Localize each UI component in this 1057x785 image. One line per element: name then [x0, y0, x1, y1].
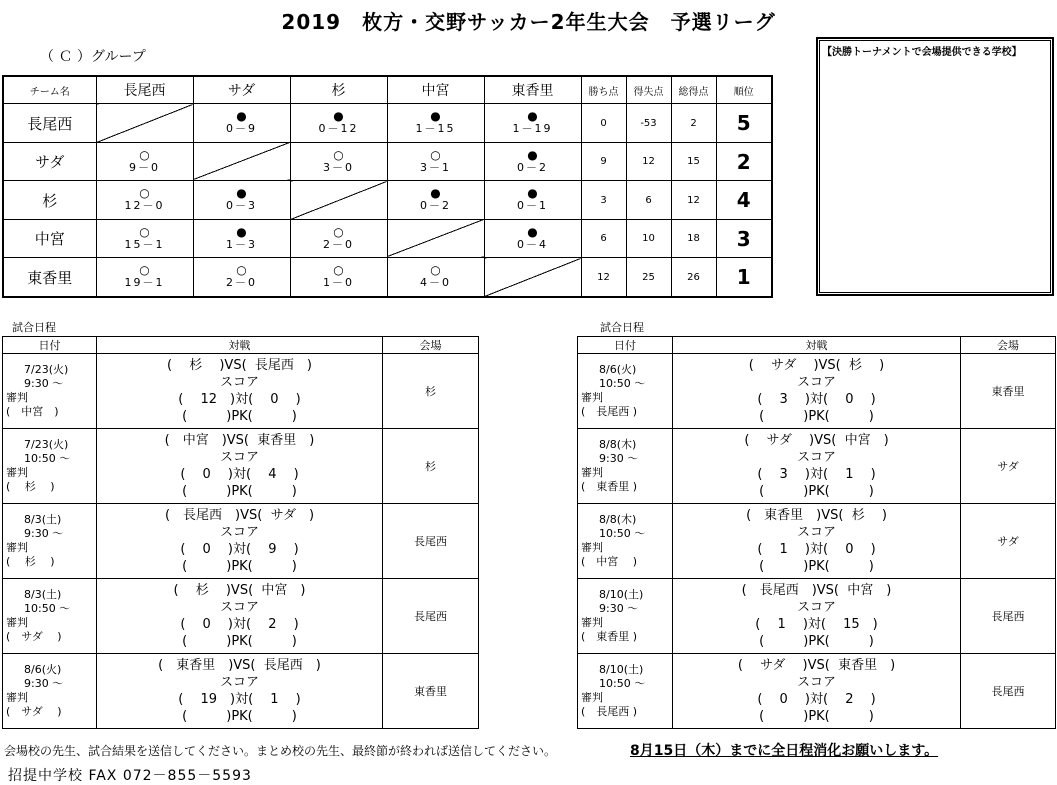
total-goals: 2 — [671, 104, 716, 143]
referee-team: ( 東香里 ) — [581, 480, 638, 493]
match-score: ( 3 )対( 1 ) — [757, 467, 876, 482]
result-cell — [387, 181, 484, 220]
referee-team: ( 長尾西 ) — [581, 405, 638, 418]
header-team: サダ — [193, 76, 290, 104]
league-row — [3, 104, 772, 143]
loss-mark-icon: ● — [333, 109, 344, 124]
match-row — [3, 579, 479, 654]
pk-score: ( )PK( ) — [182, 559, 297, 574]
loss-mark-icon: ● — [527, 147, 538, 162]
result-cell — [96, 219, 193, 258]
league-row — [3, 142, 772, 181]
match-teams: ( 東香里 )VS( 長尾西 ) — [158, 658, 321, 673]
pk-score: ( )PK( ) — [759, 409, 874, 424]
loss-mark-icon: ● — [236, 224, 247, 239]
result-cell — [484, 219, 581, 258]
referee-label: 審判 — [581, 541, 603, 554]
match-time: 10:50 ～ — [599, 527, 646, 540]
win-points: 0 — [581, 104, 626, 143]
match-score: 1－15 — [415, 122, 456, 136]
schedule-header-row — [578, 337, 1056, 354]
tournament-venue-frame — [819, 40, 1051, 293]
match-venue: サダ — [961, 504, 1056, 579]
referee-label: 審判 — [581, 691, 603, 704]
rank: 1 — [716, 258, 772, 297]
referee-label: 審判 — [6, 691, 28, 704]
match-score: 1－19 — [512, 122, 553, 136]
score-label: スコア — [219, 450, 259, 465]
match-score: ( 1 )対( 15 ) — [755, 617, 878, 632]
match-date: 8/3(土) — [24, 588, 62, 601]
match-score: 3－0 — [323, 160, 354, 174]
pk-score: ( )PK( ) — [759, 559, 874, 574]
score-label: スコア — [219, 525, 259, 540]
match-row — [3, 429, 479, 504]
diagonal-cell — [484, 258, 581, 297]
referee-label: 審判 — [581, 616, 603, 629]
schedule-table-left — [2, 336, 479, 729]
match-time: 10:50 ～ — [599, 677, 646, 690]
score-label: スコア — [219, 600, 259, 615]
match-date: 7/23(火) — [24, 363, 69, 376]
referee-label: 審判 — [6, 466, 28, 479]
header-goal-diff: 得失点 — [626, 76, 671, 104]
win-mark-icon: ○ — [139, 224, 150, 239]
match-time: 9:30 ～ — [24, 377, 64, 390]
loss-mark-icon: ● — [430, 109, 441, 124]
win-mark-icon: ○ — [139, 147, 150, 162]
goal-diff: -53 — [626, 104, 671, 143]
referee-label: 審判 — [6, 391, 28, 404]
match-row — [578, 354, 1056, 429]
match-score: ( 0 )対( 9 ) — [180, 542, 299, 557]
result-cell — [290, 258, 387, 297]
win-mark-icon: ○ — [333, 263, 344, 278]
match-venue: 東香里 — [383, 654, 479, 729]
match-date: 8/10(土) — [599, 663, 644, 676]
match-venue: 長尾西 — [961, 654, 1056, 729]
match-venue: 杉 — [383, 354, 479, 429]
result-cell — [484, 142, 581, 181]
match-time: 9:30 ～ — [24, 677, 64, 690]
match-date-cell — [3, 354, 97, 429]
result-cell — [290, 104, 387, 143]
total-goals: 18 — [671, 219, 716, 258]
header-team: 杉 — [290, 76, 387, 104]
match-venue: 長尾西 — [383, 504, 479, 579]
match-row — [578, 654, 1056, 729]
match-date-cell — [3, 579, 97, 654]
league-table — [2, 75, 773, 298]
match-detail-cell — [97, 579, 383, 654]
match-date: 7/23(火) — [24, 438, 69, 451]
goal-diff: 6 — [626, 181, 671, 220]
pk-score: ( )PK( ) — [759, 484, 874, 499]
schedule-table-right — [577, 336, 1056, 729]
total-goals: 15 — [671, 142, 716, 181]
schedule-header-date: 日付 — [578, 337, 673, 354]
pk-score: ( )PK( ) — [182, 634, 297, 649]
match-score: 0－2 — [420, 199, 451, 213]
referee-team: ( サダ ) — [6, 705, 62, 718]
diagonal-cell — [290, 181, 387, 220]
match-venue: サダ — [961, 429, 1056, 504]
schedule-header-venue: 会場 — [961, 337, 1056, 354]
match-detail-cell — [673, 579, 961, 654]
result-cell — [193, 258, 290, 297]
result-cell — [484, 104, 581, 143]
match-teams: ( サダ )VS( 杉 ) — [748, 358, 885, 373]
league-row — [3, 258, 772, 297]
referee-label: 審判 — [581, 391, 603, 404]
tournament-venue-label: 【決勝トーナメントで会場提供できる学校】 — [822, 47, 1022, 58]
result-cell — [193, 104, 290, 143]
win-points: 6 — [581, 219, 626, 258]
match-row — [3, 654, 479, 729]
match-row — [3, 504, 479, 579]
match-score: 0－9 — [226, 122, 257, 136]
rank: 2 — [716, 142, 772, 181]
match-score: 0－3 — [226, 199, 257, 213]
match-score: ( 12 )対( 0 ) — [178, 392, 301, 407]
match-date: 8/8(木) — [599, 513, 637, 526]
match-date-cell — [578, 354, 673, 429]
goal-diff: 10 — [626, 219, 671, 258]
result-cell — [96, 181, 193, 220]
match-score: 3－1 — [420, 160, 451, 174]
match-date-cell — [3, 504, 97, 579]
referee-team: ( サダ ) — [6, 630, 62, 643]
pk-score: ( )PK( ) — [182, 709, 297, 724]
footer-note: 会場校の先生、試合結果を送信してください。まとめ校の先生、最終節が終われば送信してください。 — [4, 744, 557, 758]
league-header-row — [3, 76, 772, 104]
match-teams: ( サダ )VS( 東香里 ) — [737, 658, 896, 673]
schedule-label-right: 試合日程 — [600, 321, 644, 334]
match-venue: 杉 — [383, 429, 479, 504]
match-score: ( 0 )対( 4 ) — [180, 467, 299, 482]
result-cell — [484, 181, 581, 220]
team-name: 長尾西 — [3, 104, 96, 143]
match-detail-cell — [673, 354, 961, 429]
result-cell — [290, 142, 387, 181]
league-row — [3, 219, 772, 258]
match-date: 8/8(木) — [599, 438, 637, 451]
referee-team: ( 長尾西 ) — [581, 705, 638, 718]
team-name: 中宮 — [3, 219, 96, 258]
diagonal-cell — [387, 219, 484, 258]
win-mark-icon: ○ — [430, 263, 441, 278]
win-points: 12 — [581, 258, 626, 297]
match-detail-cell — [97, 654, 383, 729]
referee-team: ( 中宮 ) — [581, 555, 638, 568]
match-score: 0－12 — [318, 122, 359, 136]
schedule-header-venue: 会場 — [383, 337, 479, 354]
match-row — [578, 429, 1056, 504]
match-score: ( 0 )対( 2 ) — [180, 617, 299, 632]
match-score: 2－0 — [226, 276, 257, 290]
loss-mark-icon: ● — [236, 109, 247, 124]
match-score: 9－0 — [129, 160, 160, 174]
referee-label: 審判 — [6, 541, 28, 554]
match-time: 10:50 ～ — [24, 602, 71, 615]
win-points: 9 — [581, 142, 626, 181]
header-total-goals: 総得点 — [671, 76, 716, 104]
schedule-header-match: 対戦 — [673, 337, 961, 354]
match-score: 1－3 — [226, 237, 257, 251]
match-score: 0－4 — [517, 237, 548, 251]
pk-score: ( )PK( ) — [759, 634, 874, 649]
score-label: スコア — [796, 450, 836, 465]
group-label: （ Ｃ ）グループ — [40, 49, 146, 65]
schedule-header-match: 対戦 — [97, 337, 383, 354]
schedule-header-row — [3, 337, 479, 354]
tournament-venue-box — [816, 37, 1054, 296]
team-name: 東香里 — [3, 258, 96, 297]
score-label: スコア — [796, 525, 836, 540]
result-cell — [96, 258, 193, 297]
match-row — [3, 354, 479, 429]
team-name: サダ — [3, 142, 96, 181]
fax-line: 招提中学校 FAX 072－855－5593 — [8, 768, 252, 784]
match-teams: ( 杉 )VS( 中宮 ) — [173, 583, 306, 598]
header-rank: 順位 — [716, 76, 772, 104]
match-teams: ( 中宮 )VS( 東香里 ) — [164, 433, 315, 448]
match-score: 12－0 — [124, 199, 165, 213]
win-mark-icon: ○ — [236, 263, 247, 278]
total-goals: 12 — [671, 181, 716, 220]
match-score: ( 3 )対( 0 ) — [757, 392, 876, 407]
rank: 3 — [716, 219, 772, 258]
score-label: スコア — [796, 375, 836, 390]
match-score: ( 1 )対( 0 ) — [757, 542, 876, 557]
win-mark-icon: ○ — [333, 147, 344, 162]
team-name: 杉 — [3, 181, 96, 220]
rank: 5 — [716, 104, 772, 143]
match-venue: 長尾西 — [961, 579, 1056, 654]
win-mark-icon: ○ — [139, 186, 150, 201]
match-time: 9:30 ～ — [599, 602, 639, 615]
header-team: 東香里 — [484, 76, 581, 104]
match-row — [578, 504, 1056, 579]
referee-label: 審判 — [6, 616, 28, 629]
pk-score: ( )PK( ) — [759, 709, 874, 724]
match-score: 2－0 — [323, 237, 354, 251]
match-venue: 長尾西 — [383, 579, 479, 654]
match-date-cell — [3, 429, 97, 504]
goal-diff: 25 — [626, 258, 671, 297]
header-team: 長尾西 — [96, 76, 193, 104]
match-score: 4－0 — [420, 276, 451, 290]
match-score: ( 0 )対( 2 ) — [757, 692, 876, 707]
loss-mark-icon: ● — [236, 186, 247, 201]
league-row — [3, 181, 772, 220]
header-team: 中宮 — [387, 76, 484, 104]
result-cell — [387, 104, 484, 143]
match-score: 1－0 — [323, 276, 354, 290]
score-label: スコア — [219, 675, 259, 690]
match-date: 8/6(火) — [24, 663, 62, 676]
match-score: 19－1 — [124, 276, 165, 290]
match-detail-cell — [673, 504, 961, 579]
header-team-name: チーム名 — [3, 76, 96, 104]
schedule-header-date: 日付 — [3, 337, 97, 354]
referee-team: ( 中宮 ) — [6, 405, 59, 418]
loss-mark-icon: ● — [527, 186, 538, 201]
match-teams: ( サダ )VS( 中宮 ) — [744, 433, 889, 448]
match-detail-cell — [97, 354, 383, 429]
loss-mark-icon: ● — [527, 224, 538, 239]
result-cell — [387, 142, 484, 181]
total-goals: 26 — [671, 258, 716, 297]
pk-score: ( )PK( ) — [182, 409, 297, 424]
footer-deadline: 8月15日（木）までに全日程消化お願いします。 — [630, 743, 939, 759]
loss-mark-icon: ● — [527, 109, 538, 124]
match-date: 8/6(火) — [599, 363, 637, 376]
match-time: 9:30 ～ — [24, 527, 64, 540]
diagonal-cell — [96, 104, 193, 143]
header-win-points: 勝ち点 — [581, 76, 626, 104]
match-date-cell — [578, 654, 673, 729]
referee-team: ( 杉 ) — [6, 480, 55, 493]
goal-diff: 12 — [626, 142, 671, 181]
match-date: 8/10(土) — [599, 588, 644, 601]
match-score: 0－1 — [517, 199, 548, 213]
score-label: スコア — [796, 600, 836, 615]
result-cell — [193, 181, 290, 220]
match-teams: ( 杉 )VS( 長尾西 ) — [167, 358, 312, 373]
diagonal-cell — [193, 142, 290, 181]
match-detail-cell — [97, 429, 383, 504]
page-title: 2019 枚方・交野サッカー2年生大会 予選リーグ — [281, 10, 776, 34]
match-date-cell — [578, 504, 673, 579]
schedule-label-left: 試合日程 — [12, 321, 56, 334]
match-time: 10:50 ～ — [599, 377, 646, 390]
match-venue: 東香里 — [961, 354, 1056, 429]
win-mark-icon: ○ — [333, 224, 344, 239]
result-cell — [387, 258, 484, 297]
loss-mark-icon: ● — [430, 186, 441, 201]
referee-team: ( 杉 ) — [6, 555, 55, 568]
match-row — [578, 579, 1056, 654]
match-detail-cell — [97, 504, 383, 579]
match-detail-cell — [673, 654, 961, 729]
win-points: 3 — [581, 181, 626, 220]
match-score: 0－2 — [517, 160, 548, 174]
match-score: ( 19 )対( 1 ) — [178, 692, 301, 707]
referee-team: ( 東香里 ) — [581, 630, 638, 643]
match-date-cell — [578, 579, 673, 654]
score-label: スコア — [796, 675, 836, 690]
result-cell — [193, 219, 290, 258]
match-detail-cell — [673, 429, 961, 504]
match-date-cell — [3, 654, 97, 729]
match-teams: ( 長尾西 )VS( 中宮 ) — [741, 583, 892, 598]
match-date-cell — [578, 429, 673, 504]
win-mark-icon: ○ — [430, 147, 441, 162]
result-cell — [290, 219, 387, 258]
match-date: 8/3(土) — [24, 513, 62, 526]
match-time: 10:50 ～ — [24, 452, 71, 465]
pk-score: ( )PK( ) — [182, 484, 297, 499]
score-label: スコア — [219, 375, 259, 390]
win-mark-icon: ○ — [139, 263, 150, 278]
rank: 4 — [716, 181, 772, 220]
result-cell — [96, 142, 193, 181]
match-teams: ( 東香里 )VS( 杉 ) — [746, 508, 887, 523]
match-teams: ( 長尾西 )VS( サダ ) — [164, 508, 315, 523]
match-score: 15－1 — [124, 237, 165, 251]
referee-label: 審判 — [581, 466, 603, 479]
match-time: 9:30 ～ — [599, 452, 639, 465]
